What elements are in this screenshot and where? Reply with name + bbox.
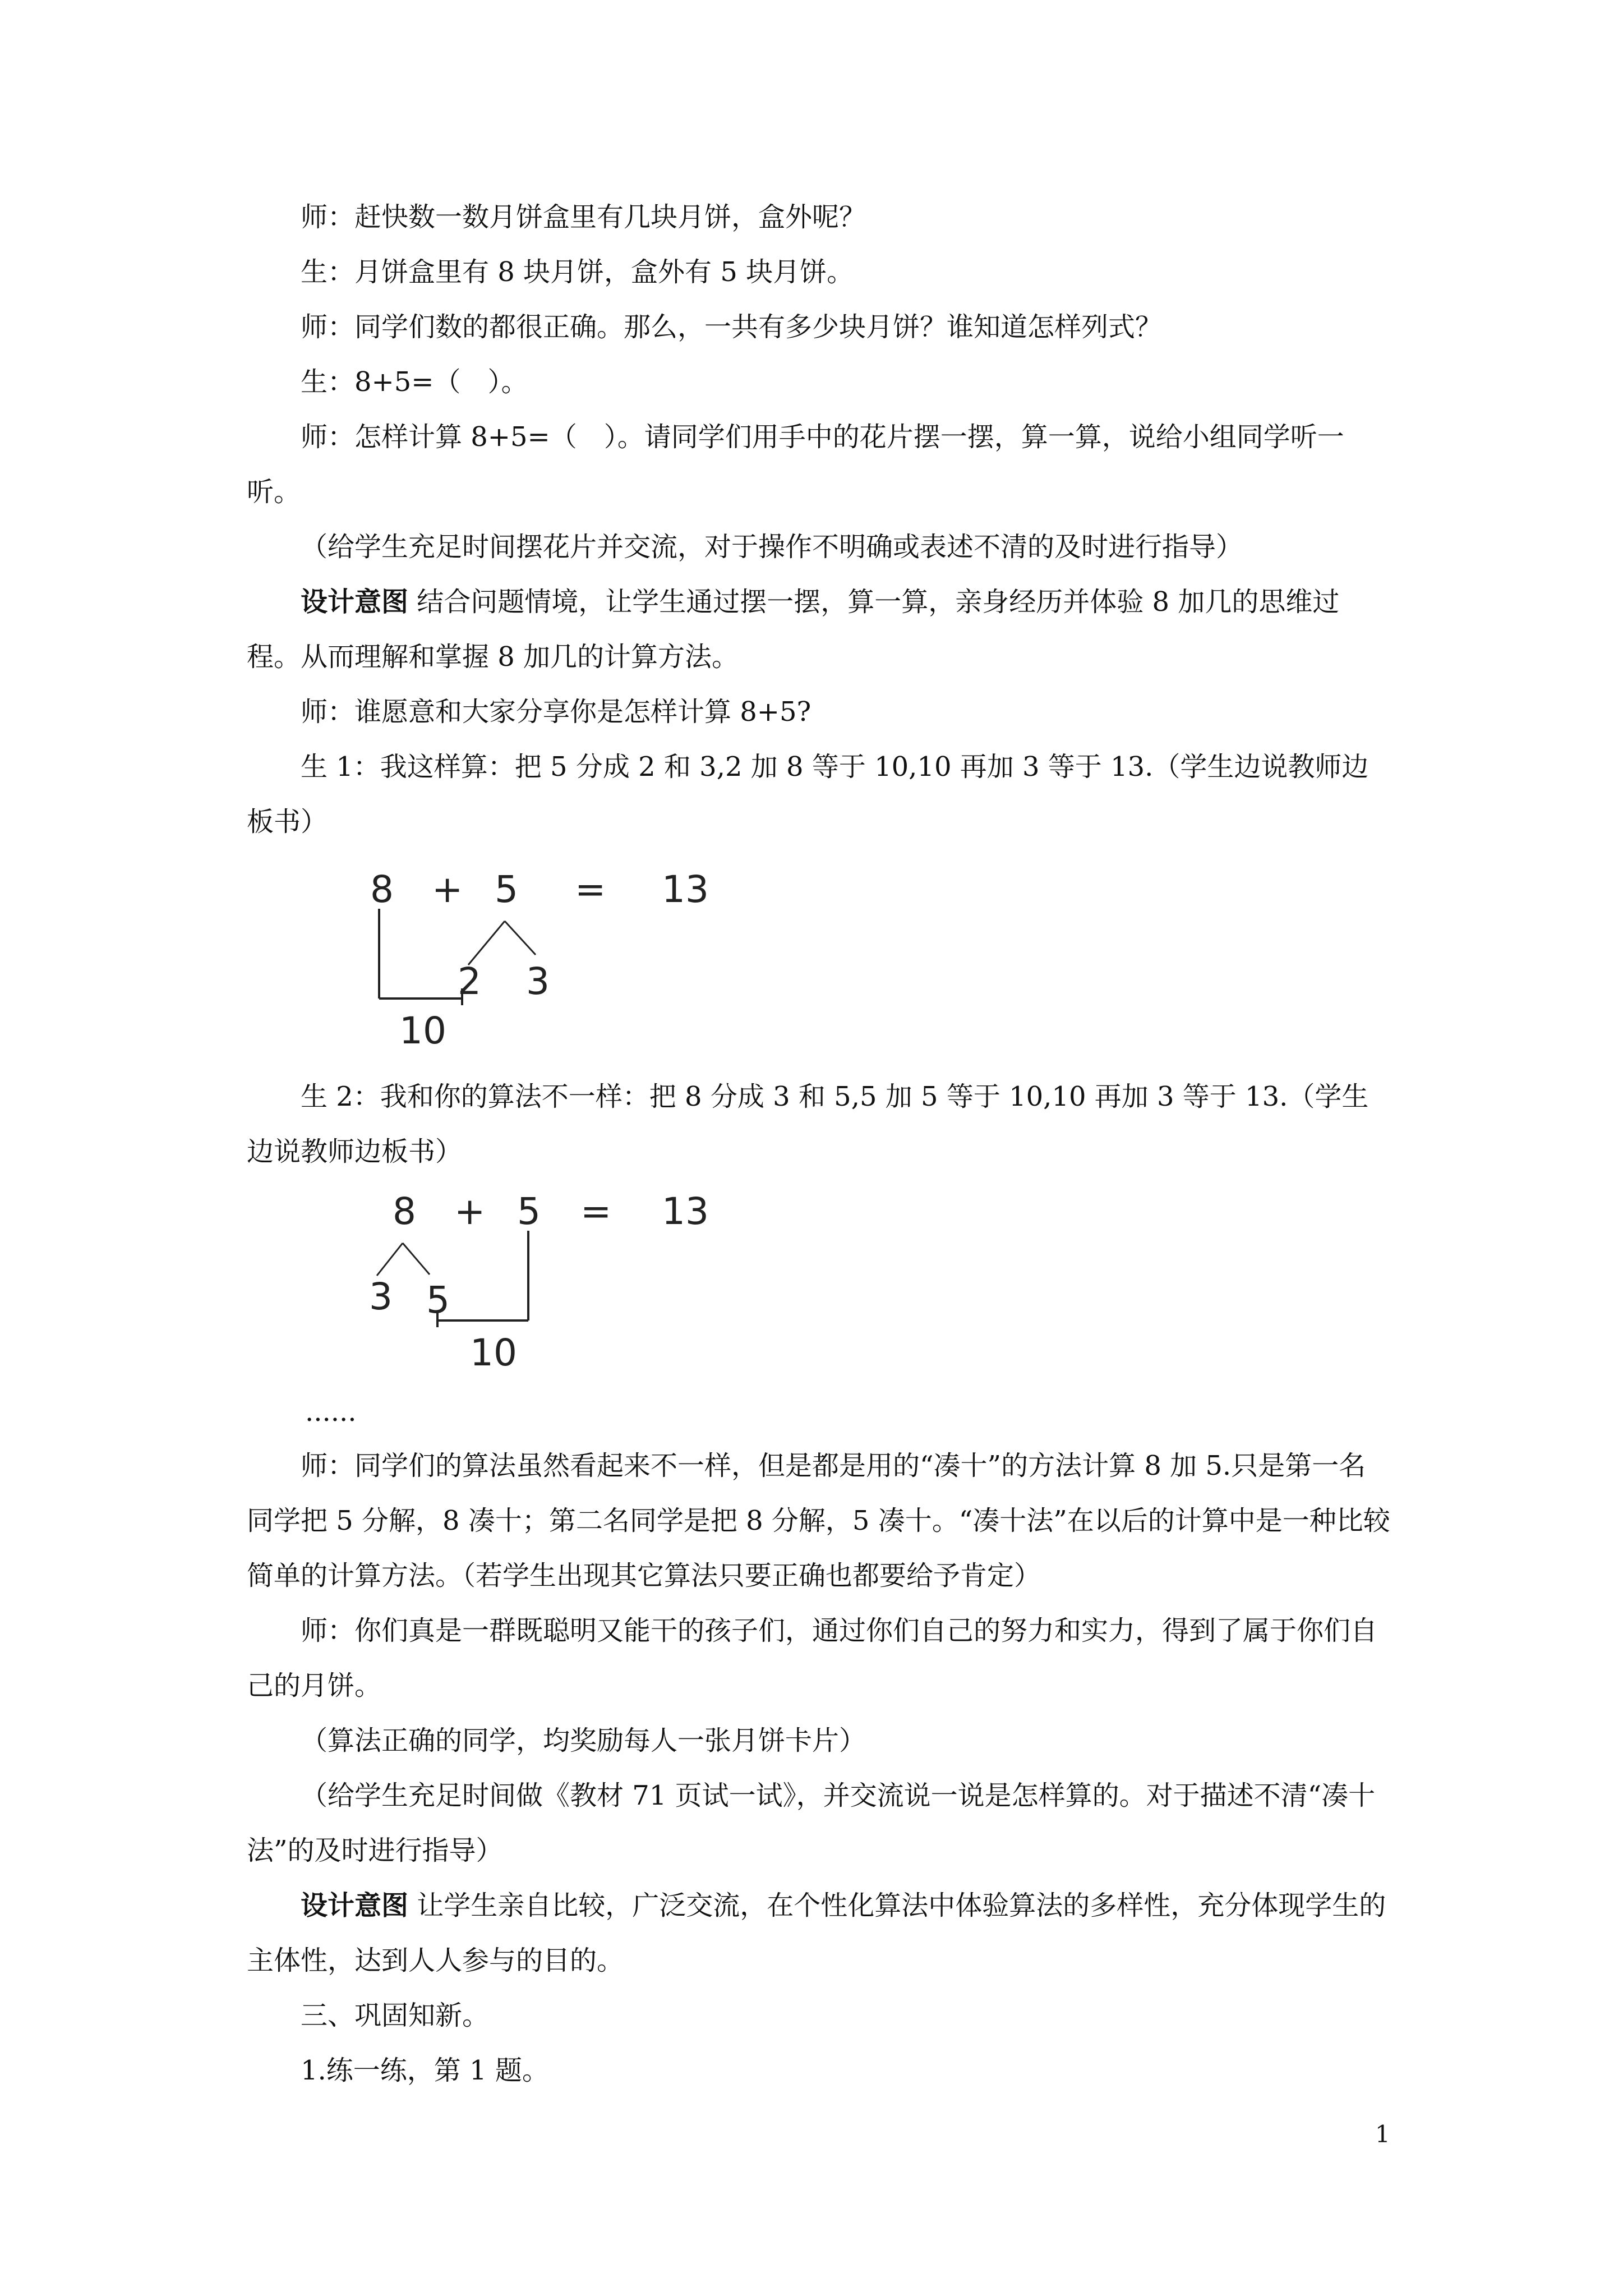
paragraph-13: 师：你们真是一群既聪明又能干的孩子们，通过你们自己的努力和实力，得到了属于你们自己的月饼。: [247, 1615, 1378, 1701]
paragraph-16: [247, 1878, 1391, 1988]
paragraph-5: 师：怎样计算 8+5=（ ）。请同学们用手中的花片摆一摆，算一算，说给小组同学听一听。: [247, 421, 1344, 508]
diagram2-part-1: 3: [369, 1275, 393, 1318]
page-number: 1: [1375, 2120, 1390, 2148]
paragraph-8: 师：谁愿意和大家分享你是怎样计算 8+5?: [301, 696, 811, 728]
paragraph-9: 生 1：我这样算：把 5 分成 2 和 3,2 加 8 等于 10,10 再加 3 等于 13.（学生边说教师边板书）: [247, 751, 1369, 838]
exercise-item: 1.练一练，第 1 题。: [301, 2055, 549, 2086]
paragraph-6: （给学生充足时间摆花片并交流，对于操作不明确或表述不清的及时进行指导）: [301, 531, 1243, 563]
diagram1-part-1: 2: [458, 960, 481, 1003]
diagram2-addend-a: 8: [393, 1190, 416, 1233]
diagram1-sum: 10: [399, 1009, 446, 1049]
diagram2-split-left: [377, 1243, 403, 1276]
diagram2-plus: +: [454, 1190, 486, 1233]
paragraph-11: ......: [305, 1396, 357, 1428]
diagram2-split-right: [403, 1243, 430, 1274]
section-heading: 三、巩固知新。: [301, 2000, 490, 2031]
diagram2-addend-b: 5: [517, 1190, 541, 1233]
design-intent-label: 设计意图: [301, 586, 409, 618]
paragraph-14: （算法正确的同学，均奖励每人一张月饼卡片）: [301, 1725, 866, 1756]
paragraph-2: 生：月饼盒里有 8 块月饼，盒外有 5 块月饼。: [301, 256, 854, 288]
diagram1-plus: +: [432, 868, 463, 911]
paragraph-1: 师：赶快数一数月饼盒里有几块月饼，盒外呢？: [301, 201, 866, 233]
paragraph-3: 师：同学们数的都很正确。那么，一共有多少块月饼？谁知道怎样列式？: [301, 311, 1163, 343]
diagram1-split-left: [468, 921, 505, 965]
diagram1-part-2: 3: [526, 960, 550, 1003]
paragraph-15: （给学生充足时间做《教材 71 页试一试》，并交流说一说是怎样算的。对于描述不清“凑十法”的及时进行指导）: [247, 1780, 1376, 1866]
design-intent-text: 结合问题情境，让学生通过摆一摆，算一算，亲身经历并体验 8 加几的思维过程。从而理解和掌握 8 加几的计算方法。: [247, 586, 1340, 673]
diagram2-result: 13: [662, 1190, 709, 1233]
diagram1-result: 13: [662, 868, 709, 911]
make-ten-diagram-2: [348, 1180, 751, 1373]
make-ten-diagram-1: [348, 858, 751, 1051]
paragraph-4: 生：8+5=（ ）。: [301, 366, 528, 398]
diagram1-addend-a: 8: [370, 868, 394, 911]
diagram1-split-right: [505, 921, 536, 955]
diagram2-part-2: 5: [426, 1278, 450, 1322]
paragraph-10: 生 2：我和你的算法不一样：把 8 分成 3 和 5,5 加 5 等于 10,10 再加 3 等于 13.（学生边说教师边板书）: [247, 1081, 1369, 1167]
design-intent-text-2: 让学生亲自比较，广泛交流，在个性化算法中体验算法的多样性，充分体现学生的主体性，达到人人参与的目的。: [247, 1890, 1386, 1976]
diagram2-equals: =: [580, 1190, 612, 1233]
diagram2-sum: 10: [470, 1331, 517, 1371]
diagram1-addend-b: 5: [495, 868, 518, 911]
paragraph-12: 师：同学们的算法虽然看起来不一样，但是都是用的“凑十”的方法计算 8 加 5.只是第一名同学把 5 分解，8 凑十；第二名同学是把 8 分解，5 凑十。“凑十法”在以后的计算中是一种比较简单的计算方法。（若学生出现其它算法只要正确也都要给予肯定）: [247, 1450, 1390, 1591]
design-intent-label-2: 设计意图: [301, 1890, 409, 1921]
paragraph-7: [247, 574, 1391, 684]
diagram1-equals: =: [575, 868, 606, 911]
